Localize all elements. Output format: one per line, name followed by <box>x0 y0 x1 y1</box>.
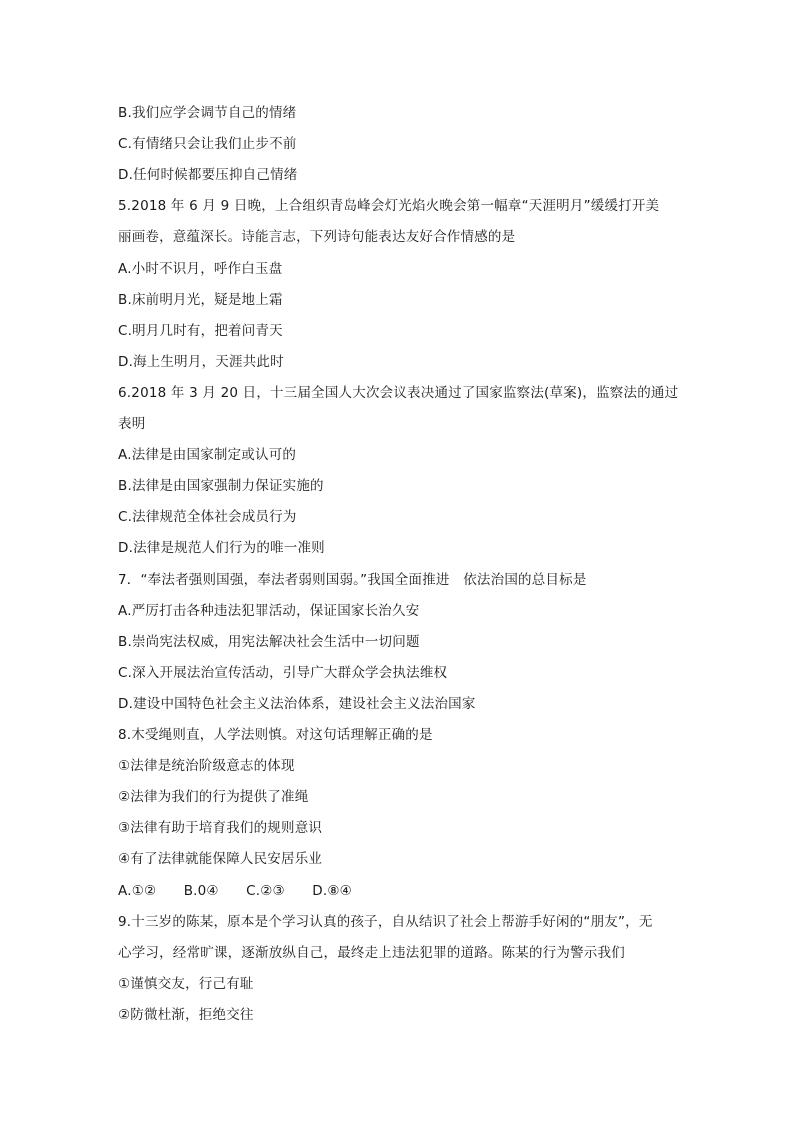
text-line: C.明月几时有，把着问青天 <box>118 323 283 339</box>
text-line: B.我们应学会调节自己的情绪 <box>118 105 297 121</box>
text-line: 表明 <box>118 416 146 432</box>
text-line: 7．“奉法者强则国强，奉法者弱则国弱。”我国全面推进 依法治国的总目标是 <box>118 572 587 588</box>
text-line: 9.十三岁的陈某，原本是个学习认真的孩子，自从结识了社会上帮游手好闲的“朋友”，无 <box>118 914 653 930</box>
text-line: A.小时不识月，呼作白玉盘 <box>118 261 283 277</box>
text-line: D.任何时候都要压抑自己情绪 <box>118 167 298 183</box>
text-line: B.崇尚宪法权威，用宪法解决社会生活中一切问题 <box>118 634 420 650</box>
text-line: 心学习，经常旷课，逐渐放纵自己，最终走上违法犯罪的道路。陈某的行为警示我们 <box>118 945 625 961</box>
text-line: 5.2018 年 6 月 9 日晚，上合组织青岛峰会灯光焰火晚会第一幅章“天涯明月”缓缓打开美 <box>118 198 660 214</box>
text-line: D.海上生明月，天涯共此时 <box>118 354 284 370</box>
text-line: 8.木受绳则直，人学法则慎。对这句话理解正确的是 <box>118 727 433 743</box>
text-line: C.有情绪只会让我们止步不前 <box>118 136 297 152</box>
text-line: ②法律为我们的行为提供了准绳 <box>118 789 309 805</box>
text-line: A.严厉打击各种违法犯罪活动，保证国家长治久安 <box>118 603 420 619</box>
text-line: A.法律是由国家制定或认可的 <box>118 447 297 463</box>
text-line: D.法律是规范人们行为的唯一准则 <box>118 540 325 556</box>
text-line: C.法律规范全体社会成员行为 <box>118 509 297 525</box>
text-line: D.建设中国特色社会主义法治体系，建设社会主义法治国家 <box>118 696 476 712</box>
text-line: 6.2018 年 3 月 20 日，十三届全国人大次会议表决通过了国家监察法(草案)，监察法的通过 <box>118 385 679 401</box>
text-line: ②防微杜渐，拒绝交往 <box>118 1007 254 1023</box>
text-line: B.床前明月光，疑是地上霜 <box>118 292 283 308</box>
text-line: 丽画卷，意蕴深长。诗能言志，下列诗句能表达友好合作情感的是 <box>118 229 516 245</box>
text-line: ①法律是统治阶级意志的体现 <box>118 758 295 774</box>
text-line: ①谨慎交友，行己有耻 <box>118 976 254 992</box>
text-line: A.①② B.0④ C.②③ D.⑧④ <box>118 883 352 899</box>
text-line: ③法律有助于培育我们的规则意识 <box>118 820 323 836</box>
text-line: C.深入开展法治宣传活动，引导广大群众学会执法维权 <box>118 665 448 681</box>
text-line: ④有了法律就能保障人民安居乐业 <box>118 851 323 867</box>
text-line: B.法律是由国家强制力保证实施的 <box>118 478 324 494</box>
